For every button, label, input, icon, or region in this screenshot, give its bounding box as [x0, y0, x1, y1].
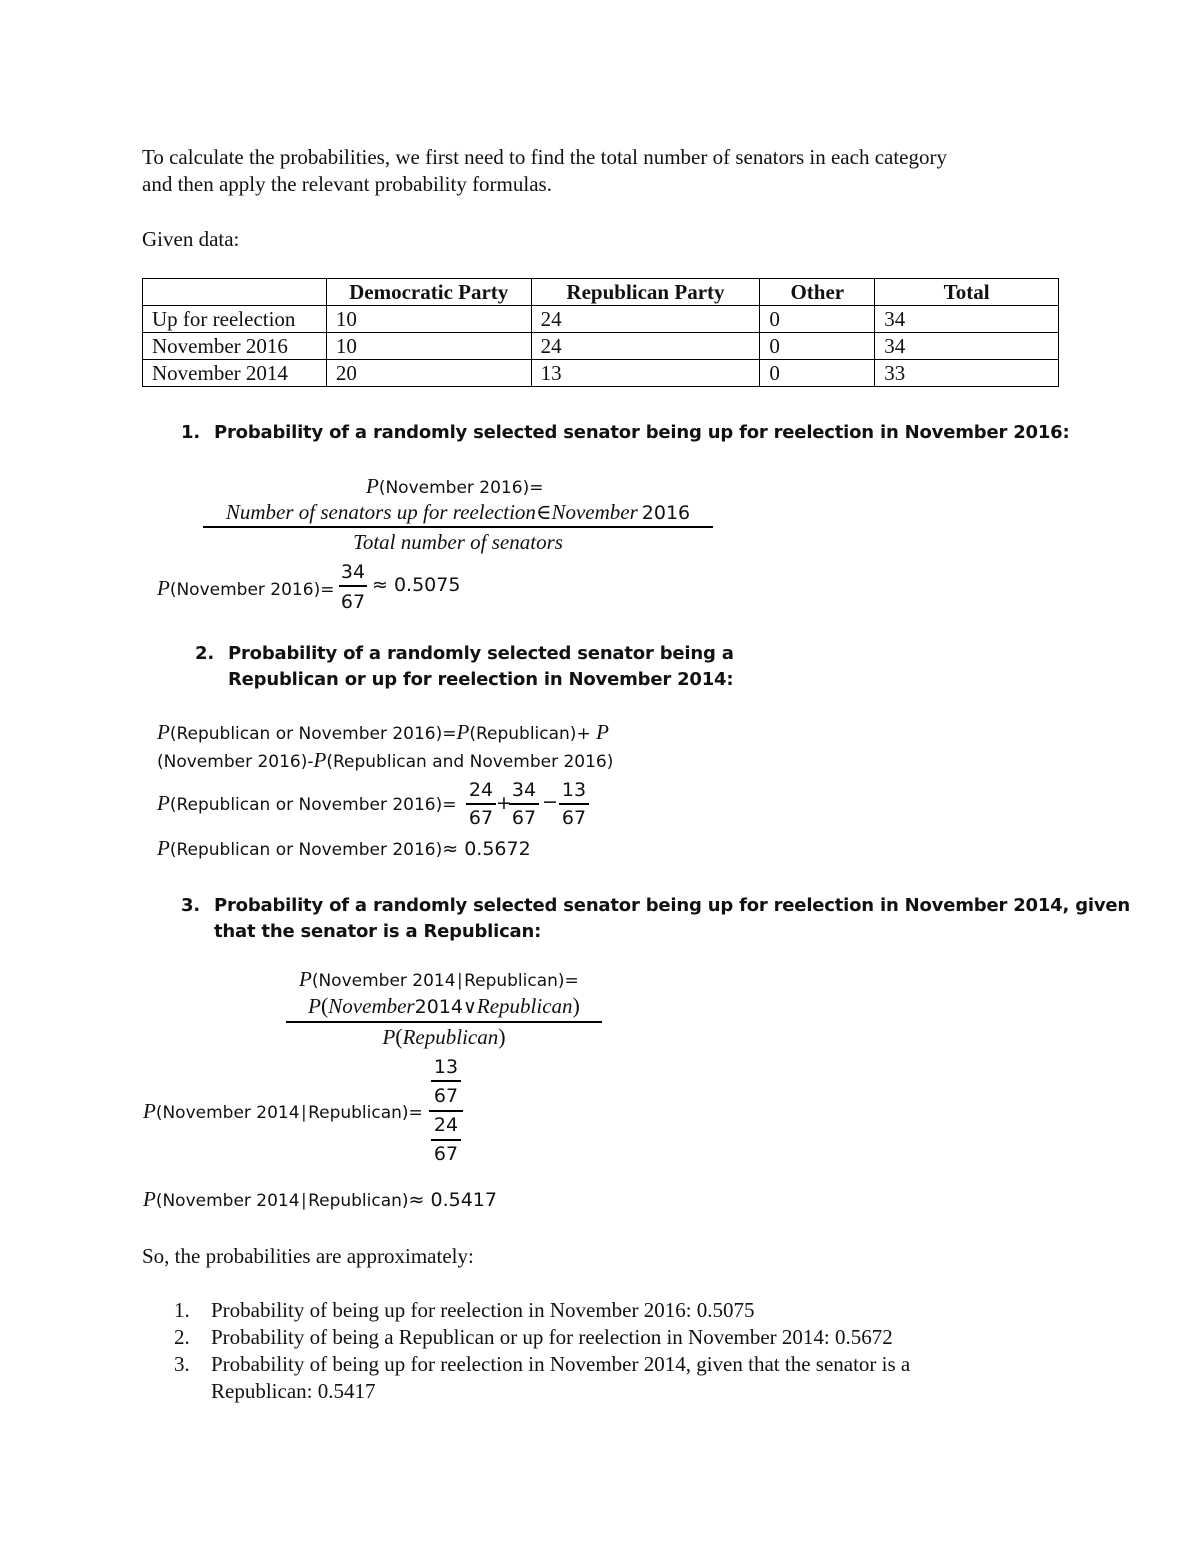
- denominator-text: Republican: [402, 1025, 499, 1049]
- list-text: Probability of being a Republican or up for reelection in November 2014: 0.5672: [211, 1325, 893, 1349]
- list-text-continuation: Republican: 0.5417: [211, 1379, 376, 1403]
- paren: (: [395, 1024, 403, 1049]
- senators-table: [142, 278, 1059, 387]
- table-header-row: [143, 279, 1059, 306]
- intro-line-2: and then apply the relevant probability formulas.: [142, 172, 552, 196]
- s1-frac-den: 67: [340, 591, 366, 613]
- equation-text: (Republican and November 2016): [326, 752, 614, 772]
- table-cell: 0: [760, 360, 875, 387]
- section-3-heading: [160, 893, 1130, 945]
- s3-eq3-line: [143, 1187, 497, 1212]
- fraction-bar: [509, 803, 539, 805]
- s3-bot-den: 67: [433, 1143, 459, 1165]
- equation-text: (November 2016)=: [169, 580, 335, 600]
- s1-eq1-label-line: [366, 474, 543, 499]
- table-cell: 10: [326, 306, 531, 333]
- fraction-bar: [466, 803, 496, 805]
- s1-fraction-denominator: [203, 530, 713, 555]
- equation-text: (Republican or November 2016): [169, 840, 443, 860]
- probability-symbol: P: [143, 1187, 156, 1211]
- section-heading-text: Probability of a randomly selected senator being up for reelection in November 2014, given: [214, 895, 1131, 916]
- list-number: 3.: [174, 1352, 190, 1376]
- s3-top-num: 13: [433, 1056, 459, 1078]
- numerator-text: Republican: [476, 994, 573, 1018]
- s3-eq2-line: [143, 1099, 423, 1124]
- s1-result: ≈ 0.5075: [372, 574, 461, 596]
- s2-eq3-line: [157, 836, 531, 861]
- list-item: [174, 1351, 910, 1378]
- s2-frac2-num: 34: [511, 779, 537, 801]
- fraction-bar: [339, 585, 367, 587]
- s3-fraction-numerator: [286, 993, 602, 1019]
- table-cell: 24: [531, 333, 760, 360]
- table-header-cell: Republican Party: [531, 279, 760, 306]
- s3-eq1-label-line: [299, 967, 579, 992]
- numerator-text: November: [328, 994, 415, 1018]
- s2-eq2-line: [157, 791, 457, 816]
- table-cell: 0: [760, 306, 875, 333]
- s1-frac-num: 34: [340, 561, 366, 583]
- probability-symbol: P: [308, 994, 321, 1018]
- summary-list: [174, 1297, 910, 1405]
- s2-frac2-den: 67: [511, 807, 537, 829]
- section-heading-text-2: Republican or up for reelection in November 2014:: [228, 669, 734, 690]
- list-text: Probability of being up for reelection in November 2016: 0.5075: [211, 1298, 755, 1322]
- section-heading-text-2: that the senator is a Republican:: [214, 921, 542, 942]
- paren: ): [498, 1024, 506, 1049]
- equation-text: (November 2014∣Republican)=: [155, 1103, 423, 1123]
- section-heading-text: Probability of a randomly selected senator being up for reelection in November 2016:: [214, 422, 1070, 443]
- equation-text: (Republican)+: [469, 724, 597, 744]
- probability-symbol: P: [299, 967, 312, 991]
- table-cell: 33: [875, 360, 1059, 387]
- summary-intro: So, the probabilities are approximately:: [142, 1244, 474, 1268]
- s2-frac3-den: 67: [561, 807, 587, 829]
- probability-symbol: P: [157, 720, 170, 744]
- paren: (: [320, 993, 329, 1018]
- table-header-cell: Democratic Party: [326, 279, 531, 306]
- table-cell: 34: [875, 306, 1059, 333]
- s1-eq2-line: [157, 573, 334, 603]
- equation-text: (November 2016)-: [157, 752, 314, 772]
- table-cell: 10: [326, 333, 531, 360]
- equation-text: (Republican or November 2016)=: [169, 795, 457, 815]
- list-item: [174, 1297, 910, 1324]
- probability-symbol: P: [313, 748, 327, 772]
- numerator-text: Number of senators up for reelection∈November: [225, 500, 638, 524]
- table-cell: November 2016: [143, 333, 327, 360]
- table-row: [143, 360, 1059, 387]
- section-2-heading: [174, 641, 734, 693]
- list-text: Probability of being up for reelection in November 2014, given that the senator is a: [211, 1352, 911, 1376]
- table-cell: 0: [760, 333, 875, 360]
- numerator-year: 2014∨: [414, 996, 477, 1018]
- main-fraction-bar: [429, 1110, 463, 1112]
- fraction-bar: [203, 526, 713, 528]
- intro-line-1: To calculate the probabilities, we first need to find the total number of senators in each category: [142, 145, 947, 169]
- fraction-bar: [431, 1080, 461, 1082]
- numerator-year: 2016: [641, 502, 691, 524]
- table-cell: 20: [326, 360, 531, 387]
- section-number: 2.: [195, 643, 214, 664]
- list-item: [174, 1324, 910, 1351]
- fraction-bar: [286, 1021, 602, 1023]
- section-number: 1.: [181, 422, 200, 443]
- fraction-bar: [431, 1139, 461, 1141]
- s3-top-den: 67: [433, 1085, 459, 1107]
- s3-result: ≈ 0.5417: [408, 1189, 497, 1211]
- s2-eq1-line1: [157, 720, 609, 745]
- table-row: [143, 306, 1059, 333]
- probability-symbol: P: [157, 576, 170, 600]
- table-cell: 24: [531, 306, 760, 333]
- s2-frac3-num: 13: [561, 779, 587, 801]
- s2-eq1-line2: [157, 748, 613, 773]
- probability-symbol: P: [157, 791, 170, 815]
- equation-text: (November 2014∣Republican): [155, 1191, 409, 1211]
- table-header-cell: [143, 279, 327, 306]
- list-number: 1.: [174, 1298, 190, 1322]
- section-number: 3.: [181, 895, 200, 916]
- table-cell: 34: [875, 333, 1059, 360]
- section-heading-text: Probability of a randomly selected senator being a: [228, 643, 734, 664]
- denominator-text: Total number of senators: [353, 530, 563, 554]
- s3-bot-num: 24: [433, 1114, 459, 1136]
- probability-symbol: P: [596, 720, 609, 744]
- table-cell: 13: [531, 360, 760, 387]
- s2-frac1-num: 24: [468, 779, 494, 801]
- intro-paragraph: [142, 144, 947, 198]
- probability-symbol: P: [157, 836, 170, 860]
- list-number: 2.: [174, 1325, 190, 1349]
- paren: ): [572, 993, 580, 1018]
- probability-symbol: P: [143, 1099, 156, 1123]
- s2-frac1-den: 67: [468, 807, 494, 829]
- s2-result: ≈ 0.5672: [442, 838, 531, 860]
- table-header-cell: Other: [760, 279, 875, 306]
- probability-symbol: P: [366, 474, 379, 498]
- equation-text: (November 2016)=: [378, 478, 544, 498]
- equation-text: (Republican or November 2016)=: [169, 724, 457, 744]
- s2-plus: +: [496, 792, 512, 814]
- table-cell: November 2014: [143, 360, 327, 387]
- section-1-heading: [160, 420, 1070, 446]
- table-header-cell: Total: [875, 279, 1059, 306]
- table-row: [143, 333, 1059, 360]
- s1-fraction-numerator: [203, 500, 713, 525]
- equation-text: (November 2014∣Republican)=: [311, 971, 579, 991]
- fraction-bar: [559, 803, 589, 805]
- s2-minus: −: [542, 791, 558, 813]
- table-cell: Up for reelection: [143, 306, 327, 333]
- probability-symbol: P: [456, 720, 470, 744]
- probability-symbol: P: [382, 1025, 396, 1049]
- s3-fraction-denominator: [286, 1024, 602, 1050]
- given-data-label: Given data:: [142, 227, 240, 251]
